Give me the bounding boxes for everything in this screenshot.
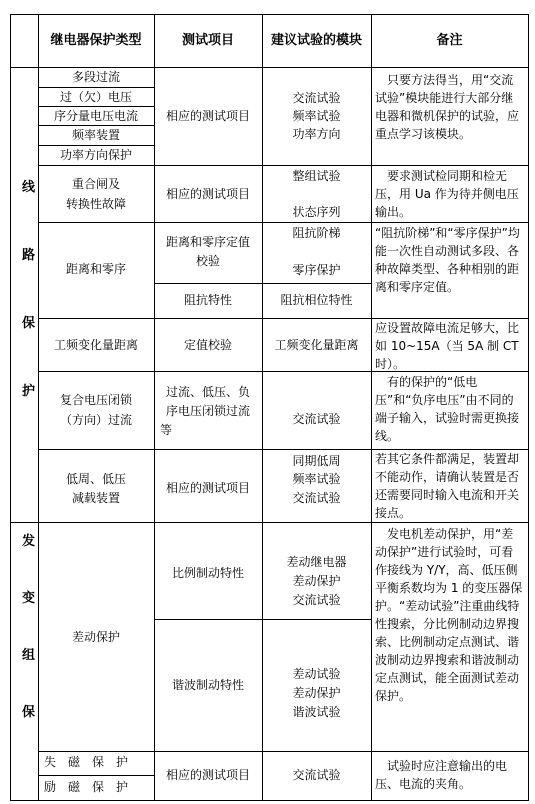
module-item: 差动继电器	[286, 555, 347, 569]
relay-type-power-frequency-distance: 工频变化量距离	[53, 338, 138, 352]
module-item: 频率试验	[292, 109, 341, 123]
relay-type-distance-zero-sequence: 距离和零序	[65, 262, 126, 276]
note-text: 试验时应注意输出的电压、电流的夹角。	[375, 759, 508, 791]
relay-type-multistage-overcurrent: 多段过流	[71, 70, 120, 84]
group-label-generator-protection: 发 变 组 保	[21, 534, 35, 720]
test-item: 距离和零序定值	[165, 235, 250, 249]
module-item: 阻抗阶梯	[292, 226, 341, 240]
module-item: 工频变化量距离	[274, 338, 359, 352]
module-item: 差动试验	[292, 667, 341, 681]
relay-type-composite-voltage: （方向）过流	[59, 413, 132, 427]
test-item: 定值校验	[183, 338, 232, 352]
module-item: 功率方向	[292, 127, 341, 141]
module-item: 交流试验	[292, 593, 341, 607]
note-text: 要求测试检同期和检无压，用 Ua 作为待并侧电压输出。	[375, 169, 519, 219]
test-item: 相应的测试项目	[165, 481, 250, 495]
header-relay-type: 继电器保护类型	[50, 33, 142, 48]
group-label-line-protection: 线 路 保 护	[21, 180, 35, 399]
module-item: 阻抗相位特性	[280, 293, 353, 307]
header-module: 建议试验的模块	[270, 33, 362, 48]
module-item: 整组试验	[292, 169, 341, 183]
note-text: 发电机差动保护，用“差动保护”进行试验时，可看作接线为 Y/Y，高、低压侧平衡系数均为 1 的变压器保护。“差动试验”注重曲线特性搜索，分比例制动边界搜索、比例制动定点测试、谐波制动边界搜索和谐波制动定点测试，能全面测试差动保护。	[375, 527, 523, 703]
relay-type-loss-of-excitation: 失 磁 保 护	[44, 755, 129, 769]
test-item: 序电压闭锁过流	[165, 404, 250, 418]
relay-type-reclosing: 重合闸及	[71, 177, 120, 191]
note-text: 若其它条件都满足，装置却不能动作，请确认装置是否还需要同时输入电流和开关接点。	[375, 452, 520, 520]
module-item: 频率试验	[292, 472, 341, 486]
relay-type-excitation-protection: 励 磁 保 护	[44, 780, 129, 794]
module-item: 交流试验	[292, 491, 341, 505]
test-item: 相应的测试项目	[165, 768, 250, 782]
test-item: 等	[160, 423, 173, 437]
module-item: 交流试验	[292, 768, 341, 782]
test-item: 谐波制动特性	[171, 678, 244, 692]
relay-type-sequence-component: 序分量电压电流	[53, 109, 138, 123]
relay-type-power-direction: 功率方向保护	[59, 148, 132, 162]
module-item: 状态序列	[292, 205, 341, 219]
note-text: 只要方法得当，用“交流试验”模块能进行大部分继电器和微机保护的试验，应重点学习该模块。	[375, 73, 520, 141]
relay-type-composite-voltage: 复合电压闭锁	[59, 393, 132, 407]
test-item: 阻抗特性	[183, 293, 232, 307]
module-item: 同期低周	[292, 454, 341, 468]
test-item: 比例制动特性	[171, 566, 244, 580]
header-test-item: 测试项目	[181, 33, 234, 48]
module-item: 谐波试验	[292, 705, 341, 719]
relay-type-low-frequency-load-shedding: 低周、低压	[65, 472, 126, 486]
relay-type-over-under-voltage: 过（欠）电压	[59, 90, 132, 104]
test-item: 过流、低压、负	[165, 385, 250, 399]
test-item: 相应的测试项目	[165, 109, 250, 123]
relay-type-differential-protection: 差动保护	[71, 630, 120, 644]
module-item: 交流试验	[292, 412, 341, 426]
header-note: 备注	[436, 33, 463, 48]
note-text: “阻抗阶梯”和“零序保护”均能一次性自动测试多段、各种故障类型、各种相别的距离和零序定值。	[375, 226, 520, 294]
test-item: 相应的测试项目	[165, 187, 250, 201]
test-item: 校验	[195, 254, 220, 268]
module-item: 差动保护	[292, 686, 341, 700]
note-text: 应设置故障电流足够大，比如 10~15A（当 5A 制 CT 时）。	[375, 321, 520, 371]
module-item: 交流试验	[292, 91, 341, 105]
module-item: 差动保护	[292, 574, 341, 588]
note-text: 有的保护的“低电压”和“负序电压”由不同的端子输入，试验时需更换接线。	[375, 375, 520, 443]
module-item: 零序保护	[292, 263, 341, 277]
relay-type-frequency-device: 频率装置	[71, 128, 120, 142]
relay-type-low-frequency-load-shedding: 减载装置	[71, 491, 120, 505]
relay-type-reclosing: 转换性故障	[65, 197, 126, 211]
